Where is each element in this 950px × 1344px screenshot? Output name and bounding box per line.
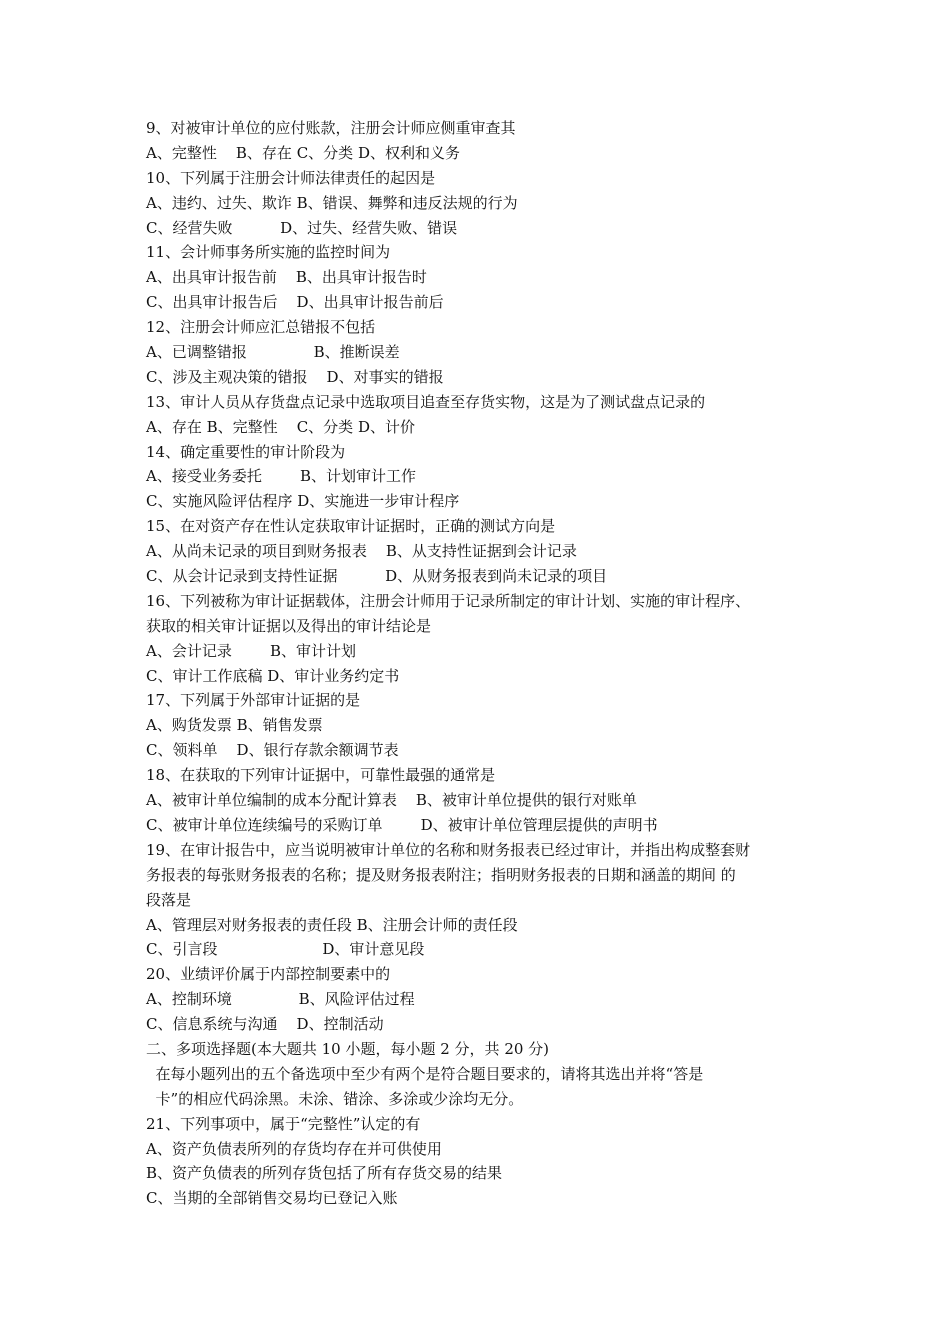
text-line: C、经营失败 D、过失、经营失败、错误 [146, 218, 458, 237]
text-line: 二、多项选择题(本大题共 10 小题，每小题 2 分，共 20 分) [146, 1039, 550, 1058]
text-line: A、管理层对财务报表的责任段 B、注册会计师的责任段 [146, 915, 518, 934]
text-line: C、涉及主观决策的错报 D、对事实的错报 [146, 367, 444, 386]
document-body [146, 116, 826, 1211]
text-line: 段落是 [146, 890, 192, 909]
text-line: 卡”的相应代码涂黑。未涂、错涂、多涂或少涂均无分。 [146, 1089, 524, 1108]
text-line: 10、下列属于注册会计师法律责任的起因是 [146, 168, 436, 187]
text-line: C、出具审计报告后 D、出具审计报告前后 [146, 293, 444, 312]
text-line: 15、在对资产存在性认定获取审计证据时，正确的测试方向是 [146, 517, 556, 536]
text-line: C、审计工作底稿 D、审计业务约定书 [146, 666, 400, 685]
text-line: 21、下列事项中，属于“完整性”认定的有 [146, 1114, 421, 1133]
text-line: A、资产负债表所列的存货均存在并可供使用 [146, 1139, 442, 1158]
text-line: B、资产负债表的所列存货包括了所有存货交易的结果 [146, 1164, 503, 1183]
text-line: A、被审计单位编制的成本分配计算表 B、被审计单位提供的银行对账单 [146, 791, 637, 810]
text-line: C、被审计单位连续编号的采购订单 D、被审计单位管理层提供的声明书 [146, 815, 658, 834]
text-line: 19、在审计报告中，应当说明被审计单位的名称和财务报表已经过审计，并指出构成整套财 [146, 840, 751, 859]
text-line: C、从会计记录到支持性证据 D、从财务报表到尚未记录的项目 [146, 567, 608, 586]
text-line: A、出具审计报告前 B、出具审计报告时 [146, 268, 427, 287]
text-line: 获取的相关审计证据以及得出的审计结论是 [146, 616, 432, 635]
text-line: A、从尚未记录的项目到财务报表 B、从支持性证据到会计记录 [146, 542, 577, 561]
text-line: A、完整性 B、存在 C、分类 D、权利和义务 [146, 143, 460, 162]
text-line: 在每小题列出的五个备选项中至少有两个是符合题目要求的，请将其选出并将“答是 [146, 1064, 704, 1083]
text-line: A、违约、过失、欺诈 B、错误、舞弊和违反法规的行为 [146, 193, 518, 212]
text-line: A、存在 B、完整性 C、分类 D、计价 [146, 417, 415, 436]
text-line: 13、审计人员从存货盘点记录中选取项目追查至存货实物，这是为了测试盘点记录的 [146, 392, 706, 411]
text-line: 11、会计师事务所实施的监控时间为 [146, 243, 391, 262]
text-line: A、已调整错报 B、推断误差 [146, 343, 400, 362]
text-line: A、会计记录 B、审计计划 [146, 641, 357, 660]
text-line: 18、在获取的下列审计证据中，可靠性最强的通常是 [146, 766, 496, 785]
text-line: C、领料单 D、银行存款余额调节表 [146, 741, 399, 760]
text-line: 9、对被审计单位的应付账款，注册会计师应侧重审查其 [146, 119, 516, 137]
text-line: 20、业绩评价属于内部控制要素中的 [146, 965, 391, 984]
text-line: A、控制环境 B、风险评估过程 [146, 990, 415, 1009]
text-line: C、当期的全部销售交易均已登记入账 [146, 1189, 398, 1208]
text-line: 12、注册会计师应汇总错报不包括 [146, 318, 376, 337]
text-line: C、信息系统与沟通 D、控制活动 [146, 1015, 384, 1034]
text-line: A、购货发票 B、销售发票 [146, 716, 323, 735]
text-line: 14、确定重要性的审计阶段为 [146, 442, 346, 461]
text-line: 务报表的每张财务报表的名称；提及财务报表附注；指明财务报表的日期和涵盖的期间 的 [146, 865, 736, 884]
text-line: 16、下列被称为审计证据载体，注册会计师用于记录所制定的审计计划、实施的审计程序、 [146, 591, 751, 610]
text-line: C、引言段 D、审计意见段 [146, 940, 425, 959]
text-line: 17、下列属于外部审计证据的是 [146, 691, 361, 710]
text-line: C、实施风险评估程序 D、实施进一步审计程序 [146, 492, 460, 511]
text-line: A、接受业务委托 B、计划审计工作 [146, 467, 417, 486]
